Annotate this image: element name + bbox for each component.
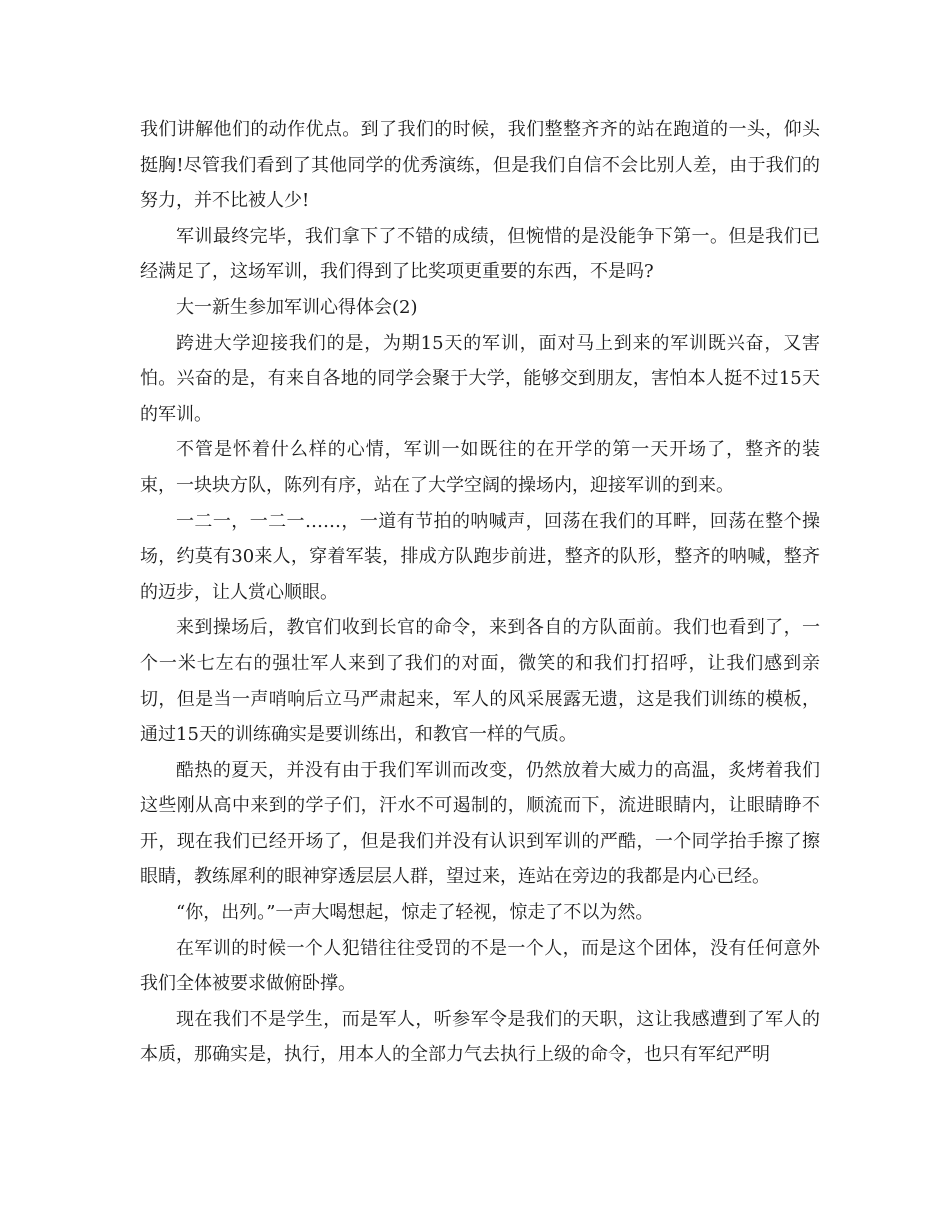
paragraph-6: 来到操场后，教官们收到长官的命令，来到各自的方队面前。我们也看到了，一个一米七左右的强壮军人来到了我们的对面，微笑的和我们打招呼，让我们感到亲切，但是当一声哨响后立马严肃起来，军人的风采展露无遗，这是我们训练的模板，通过15天的训练确实是要训练出，和教官一样的气质。 bbox=[140, 617, 820, 746]
paragraph-7: 酷热的夏天，并没有由于我们军训而改变，仍然放着大威力的高温，炙烤着我们这些刚从高中来到的学子们，汗水不可遏制的，顺流而下，流进眼睛内，让眼睛睁不开，现在我们已经开场了，但是我们并没有认识到军训的严酷，一个同学抬手擦了擦眼睛，教练犀利的眼神穿透层层人群，望过来，连站在旁边的我都是内心已经。 bbox=[140, 759, 820, 888]
paragraph-3: 跨进大学迎接我们的是，为期15天的军训，面对马上到来的军训既兴奋，又害怕。兴奋的是，有来自各地的同学会聚于大学，能够交到朋友，害怕本人挺不过15天的军训。 bbox=[140, 332, 820, 425]
paragraph-1: 我们讲解他们的动作优点。到了我们的时候，我们整整齐齐的站在跑道的一头，仰头挺胸!尽管我们看到了其他同学的优秀演练，但是我们自信不会比别人差，由于我们的努力，并不比被人少! bbox=[140, 119, 820, 212]
paragraph-5: 一二一，一二一……，一道有节拍的呐喊声，回荡在我们的耳畔，回荡在整个操场，约莫有30来人，穿着军装，排成方队跑步前进，整齐的队形，整齐的呐喊，整齐的迈步，让人赏心顺眼。 bbox=[140, 510, 820, 603]
paragraph-9: 在军训的时候一个人犯错往往受罚的不是一个人，而是这个团体，没有任何意外我们全体被要求做俯卧撑。 bbox=[140, 937, 820, 995]
section-heading: 大一新生参加军训心得体会(2) bbox=[176, 296, 418, 318]
paragraph-10: 现在我们不是学生，而是军人，听参军令是我们的天职，这让我感遭到了军人的本质，那确实是，执行，用本人的全部力气去执行上级的命令，也只有军纪严明 bbox=[140, 1008, 820, 1066]
document-body bbox=[140, 112, 820, 1073]
paragraph-2: 军训最终完毕，我们拿下了不错的成绩，但惋惜的是没能争下第一。但是我们已经满足了，这场军训，我们得到了比奖项更重要的东西，不是吗? bbox=[140, 225, 820, 283]
paragraph-8: “你，出列。”一声大喝想起，惊走了轻视，惊走了不以为然。 bbox=[176, 902, 654, 924]
paragraph-4: 不管是怀着什么样的心情，军训一如既往的在开学的第一天开场了，整齐的装束，一块块方队，陈列有序，站在了大学空阔的操场内，迎接军训的到来。 bbox=[140, 439, 820, 496]
